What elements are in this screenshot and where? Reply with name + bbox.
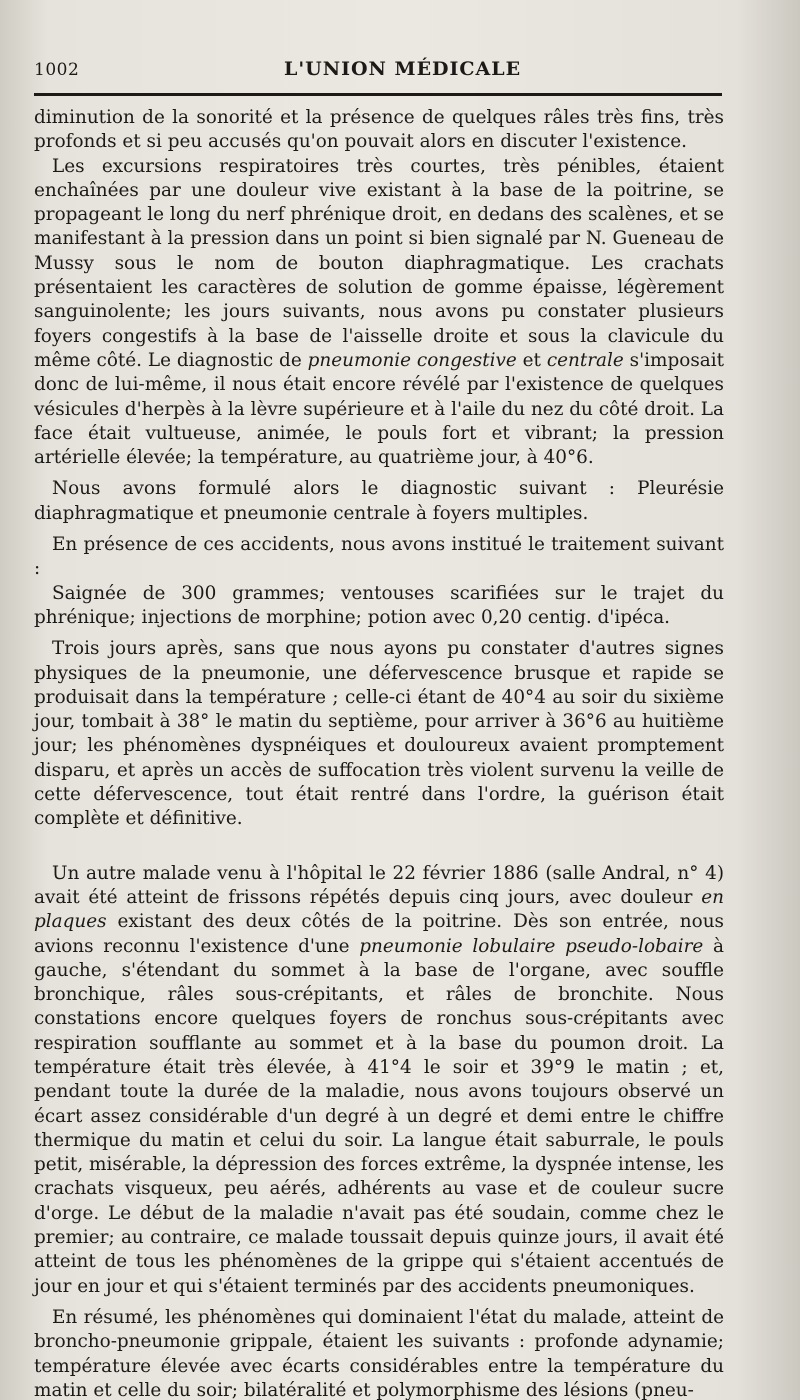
text-run: Les excursions respiratoires très courtes, très pénibles, étaient enchaînées par une douleur vive existant à la base de la poitrine, se propageant le long du nerf phrénique droit, en dedans des scalènes, et se manifestant à la pression dans un point si bien signalé par N. Gueneau de Mussy sous le nom de bouton diaphragmatique. Les crachats présentaient les caractères de solution de gomme épaisse, légèrement sanguinolente; les jours suivants, nous avons pu constater plusieurs foyers congestifs à la base de l'aisselle droite et sous la clavicule du même côté. Le diagnostic de <box>34 155 724 371</box>
text-run: Saignée de 300 grammes; ventouses scarifiées sur le trajet du phrénique; injections de morphine; potion avec 0,20 centig. d'ipéca. <box>34 582 724 628</box>
text-run: En résumé, les phénomènes qui dominaient l'état du malade, atteint de broncho-pneumonie grippale, étaient les suivants : profonde adynamie; température élevée avec écarts considérables entre la température du matin et celle du soir; bilatéralité et polymorphisme des lésions (pneu- <box>34 1306 724 1400</box>
paragraph <box>34 477 724 526</box>
paragraph <box>34 533 724 582</box>
text-run: Nous avons formulé alors le diagnostic suivant : Pleurésie diaphragmatique et pneumonie centrale à foyers multiples. <box>34 478 724 524</box>
paragraph <box>34 106 724 155</box>
italic-text: pneumonie congestive <box>307 349 517 371</box>
text-run: Un autre malade venu à l'hôpital le 22 février 1886 (salle Andral, n° 4) avait été atteint de frissons répétés depuis cinq jours, avec douleur <box>34 862 724 908</box>
paragraph <box>34 637 724 831</box>
text-run: En présence de ces accidents, nous avons institué le traitement suivant : <box>34 534 724 580</box>
running-head: L'UNION MÉDICALE <box>284 58 522 80</box>
page-header <box>34 56 722 86</box>
body-text <box>34 106 724 1400</box>
paragraph <box>34 1306 724 1400</box>
paragraph <box>34 582 724 631</box>
italic-text: pneumonie lobulaire pseudo-lobaire <box>359 935 704 957</box>
text-run: s'imposait donc de lui-même, il nous était encore révélé par l'existence de quelques vésicules d'herpès à la lèvre supérieure et à l'aile du nez du côté droit. La face était vultueuse, animée, le pouls fort et vibrant; la pression artérielle élevée; la température, au quatrième jour, à 40°6. <box>34 349 724 469</box>
page-number: 1002 <box>34 60 80 80</box>
text-run: Trois jours après, sans que nous ayons pu constater d'autres signes physiques de la pneumonie, une défervescence brusque et rapide se produisait dans la température ; celle-ci étant de 40°4 au soir du sixième jour, tombait à 38° le matin du septième, pour arriver à 36°6 au huitième jour; les phénomènes dyspnéiques et douloureux avaient promptement disparu, et après un accès de suffocation très violent survenu la veille de cette défervescence, tout était rentré dans l'ordre, la guérison était complète et définitive. <box>34 638 724 830</box>
italic-text: en plaques <box>34 886 724 933</box>
text-run: et <box>516 349 547 371</box>
italic-text: centrale <box>546 349 624 371</box>
text-run: à gauche, s'étendant du sommet à la base de l'organe, avec souffle bronchique, râles sous-crépitants, et râles de bronchite. Nous constations encore quelques foyers de ronchus sous-crépitants avec respiration soufflante au sommet et à la base du poumon droit. La température était très élevée, à 41°4 le soir et 39°9 le matin ; et, pendant toute la durée de la maladie, nous avons toujours observé un écart assez considérable d'un degré à un degré et demi entre le chiffre thermique du matin et celui du soir. La langue était saburrale, le pouls petit, misérable, la dépression des forces extrême, la dyspnée intense, les crachats visqueux, peu aérés, adhérents au vase et de couleur sucre d'orge. Le début de la maladie n'avait pas été soudain, comme chez le premier; au contraire, ce malade toussait depuis quinze jours, il avait été atteint de tous les phénomènes de la grippe qui s'étaient accentués de jour en jour et qui s'étaient terminés par des accidents pneumoniques. <box>34 935 724 1297</box>
text-run: diminution de la sonorité et la présence de quelques râles très fins, très profonds et si peu accusés qu'on pouvait alors en discuter l'existence. <box>34 107 724 153</box>
paragraph <box>34 862 724 1299</box>
header-rule <box>34 93 722 96</box>
text-run: existant des deux côtés de la poitrine. Dès son entrée, nous avions reconnu l'existence d'une <box>34 911 724 957</box>
paragraph <box>34 155 724 471</box>
